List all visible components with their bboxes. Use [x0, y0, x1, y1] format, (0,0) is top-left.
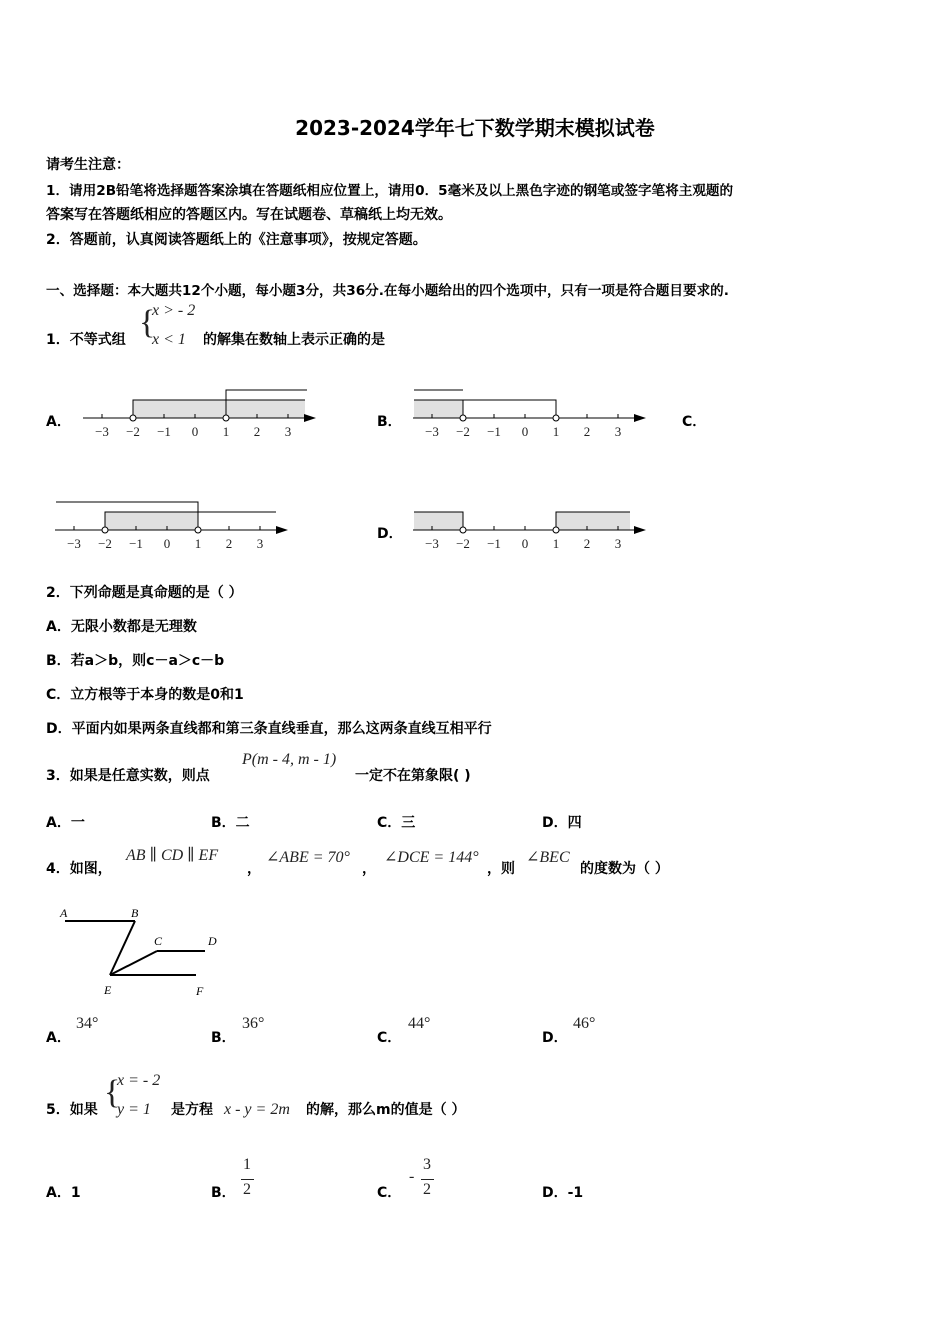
notice-line-2: 答案写在答题纸相应的答题区内。写在试题卷、草稿纸上均无效。	[46, 207, 452, 223]
q4-option-b-label[interactable]: B．	[211, 1030, 236, 1046]
fraction-bar	[241, 1179, 254, 1180]
q3-prefix: 3．如果是任意实数，则点	[46, 768, 210, 784]
q5-brace: {	[104, 1074, 121, 1111]
q5-mid: 是方程	[171, 1102, 213, 1118]
q5-system-line-1: x = - 2	[117, 1072, 161, 1089]
q4-angle-dce: ∠DCE = 144°	[384, 849, 479, 866]
tick-label: −1	[487, 536, 501, 551]
point-d-label: D	[208, 934, 217, 948]
q2-option-d[interactable]: D．平面内如果两条直线都和第三条直线垂直，那么这两条直线互相平行	[46, 721, 492, 737]
q5-option-d[interactable]: D．-1	[542, 1185, 584, 1201]
q4-option-c-label[interactable]: C．	[377, 1030, 402, 1046]
q1-brace: {	[139, 304, 156, 341]
q3-option-a[interactable]: A．一	[46, 815, 85, 831]
q1-prefix: 1．不等式组	[46, 332, 126, 348]
q5-prefix: 5．如果	[46, 1102, 98, 1118]
q4-option-b-value: 36°	[242, 1015, 265, 1032]
q4-comma-1: ，	[247, 861, 261, 877]
q3-point: P(m - 4, m - 1)	[242, 751, 337, 768]
q3-option-b[interactable]: B．二	[211, 815, 250, 831]
q1-number-line-c	[50, 496, 295, 556]
tick-label: 0	[163, 536, 171, 551]
q5-system-line-2: y = 1	[117, 1101, 151, 1118]
q4-comma-2: ，	[362, 861, 376, 877]
tick-label: 1	[194, 536, 202, 551]
q1-option-a-label[interactable]: A．	[46, 414, 71, 430]
q4-suffix: 的度数为（ ）	[580, 861, 669, 877]
q2-option-c[interactable]: C．立方根等于本身的数是0和1	[46, 687, 244, 703]
q4-option-a-label[interactable]: A．	[46, 1030, 71, 1046]
notice-line-1: 1．请用2B铅笔将选择题答案涂填在答题纸相应位置上，请用0．5毫米及以上黑色字迹的钢笔或签字笔将主观题的	[46, 183, 734, 199]
tick-label: −2	[98, 536, 112, 551]
page-title: 2023-2024学年七下数学期末模拟试卷	[295, 116, 655, 140]
tick-label: 3	[614, 424, 622, 439]
q4-angle-bec: ∠BEC	[526, 849, 570, 866]
notice-heading: 请考生注意：	[46, 157, 130, 173]
q1-suffix: 的解集在数轴上表示正确的是	[203, 332, 385, 348]
tick-label: 0	[521, 424, 529, 439]
tick-label: −1	[487, 424, 501, 439]
tick-label: 2	[225, 536, 233, 551]
q2-option-a[interactable]: A．无限小数都是无理数	[46, 619, 197, 635]
q1-number-line-a	[78, 384, 323, 444]
q5-option-c-numerator: 3	[423, 1156, 431, 1173]
point-f-label: F	[196, 984, 204, 998]
q2-option-b[interactable]: B．若a＞b，则c－a＞c－b	[46, 653, 225, 669]
tick-label: −2	[456, 424, 470, 439]
q5-option-b-label[interactable]: B．	[211, 1185, 236, 1201]
point-b-label: B	[131, 906, 139, 920]
q5-option-c-denominator: 2	[423, 1181, 431, 1198]
q5-option-c-label[interactable]: C．	[377, 1185, 402, 1201]
q5-equation: x - y = 2m	[224, 1101, 290, 1118]
tick-label: −2	[126, 424, 140, 439]
point-e-label: E	[104, 983, 112, 997]
tick-label: −3	[425, 536, 439, 551]
tick-label: 1	[552, 424, 560, 439]
tick-label: 3	[614, 536, 622, 551]
tick-label: −2	[456, 536, 470, 551]
q3-option-c[interactable]: C．三	[377, 815, 416, 831]
q4-option-d-label[interactable]: D．	[542, 1030, 568, 1046]
q1-option-d-label[interactable]: D．	[377, 526, 403, 542]
q5-option-b-numerator: 1	[243, 1156, 251, 1173]
point-a-label: A	[60, 906, 68, 920]
q1-number-line-b	[408, 384, 653, 444]
tick-label: −3	[67, 536, 81, 551]
q4-prefix: 4．如图，	[46, 861, 112, 877]
q4-angle-abe: ∠ABE = 70°	[266, 849, 350, 866]
tick-label: 1	[222, 424, 230, 439]
q1-system-line-2: x < 1	[152, 331, 186, 348]
q4-parallel-lines: AB ∥ CD ∥ EF	[126, 847, 219, 864]
q1-system-line-1: x > - 2	[152, 302, 196, 319]
point-c-label: C	[154, 934, 163, 948]
q5-option-c-sign: -	[409, 1168, 415, 1185]
q4-figure	[55, 902, 230, 1002]
q4-option-d-value: 46°	[573, 1015, 596, 1032]
tick-label: 1	[552, 536, 560, 551]
q4-option-c-value: 44°	[408, 1015, 431, 1032]
q4-option-a-value: 34°	[76, 1015, 99, 1032]
q1-number-line-d	[408, 496, 653, 556]
q2-stem: 2．下列命题是真命题的是（ ）	[46, 585, 243, 601]
q4-then: ，则	[487, 861, 515, 877]
tick-label: 0	[191, 424, 199, 439]
q5-option-a[interactable]: A．1	[46, 1185, 81, 1201]
q5-suffix: 的解，那么m的值是（ ）	[306, 1102, 466, 1118]
section-heading: 一、选择题：本大题共12个小题，每小题3分，共36分.在每小题给出的四个选项中，只有一项是符合题目要求的.	[46, 283, 729, 299]
q1-option-b-label[interactable]: B．	[377, 414, 402, 430]
tick-label: 3	[256, 536, 264, 551]
q3-option-d[interactable]: D．四	[542, 815, 582, 831]
tick-label: −1	[129, 536, 143, 551]
fraction-bar	[421, 1179, 434, 1180]
tick-label: 2	[583, 536, 591, 551]
q5-option-b-denominator: 2	[243, 1181, 251, 1198]
tick-label: −3	[95, 424, 109, 439]
notice-line-3: 2．答题前，认真阅读答题纸上的《注意事项》，按规定答题。	[46, 232, 427, 248]
tick-label: 2	[583, 424, 591, 439]
tick-label: 0	[521, 536, 529, 551]
tick-label: −3	[425, 424, 439, 439]
tick-label: 3	[284, 424, 292, 439]
tick-label: −1	[157, 424, 171, 439]
q3-suffix: 一定不在第象限( )	[355, 768, 471, 784]
q1-option-c-label[interactable]: C．	[682, 414, 707, 430]
tick-label: 2	[253, 424, 261, 439]
